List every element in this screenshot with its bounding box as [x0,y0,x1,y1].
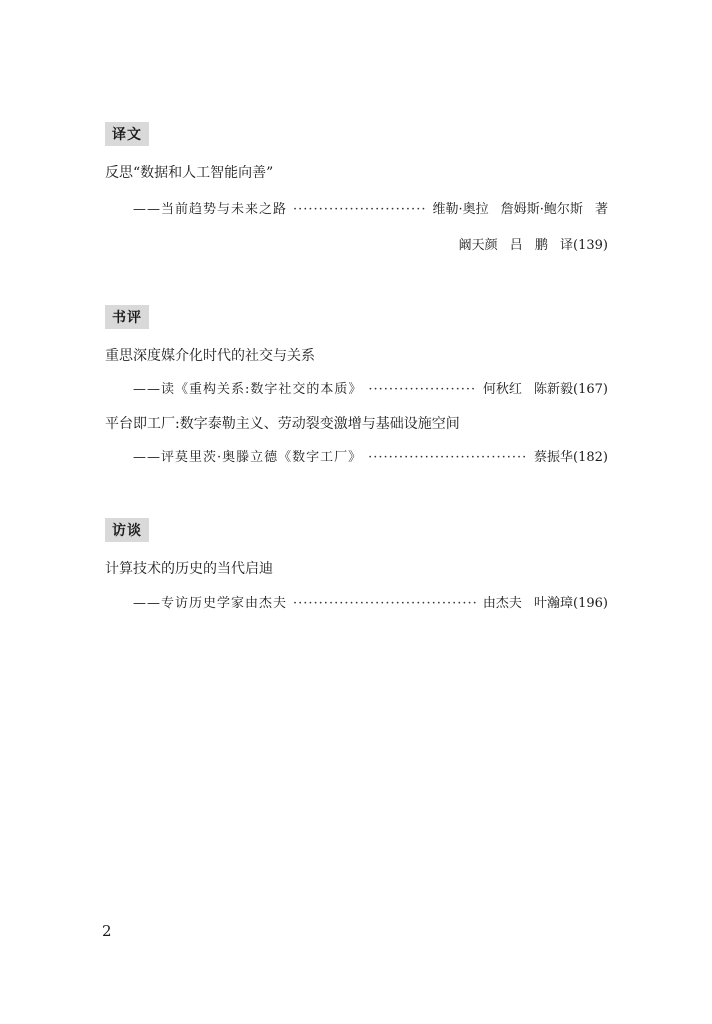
leader-dots [293,596,477,611]
leader-dots [293,202,426,217]
article-title[interactable]: 重思深度媒介化时代的社交与关系 [105,348,315,364]
leader-dots [368,450,528,465]
article-byline [133,592,608,610]
article-authors: 维勒·奥拉 詹姆斯·鲍尔斯 著 [432,202,608,217]
article-authors: 由杰夫 叶瀚璋(196) [482,596,608,611]
section-heading: 访谈 [105,518,149,542]
article-byline [133,198,608,216]
article-title[interactable]: 反思“数据和人工智能向善” [105,165,274,181]
article-authors: 何秋红 陈新毅(167) [482,382,608,397]
page-number: 2 [102,922,112,940]
article-translators: 阚天颜 吕 鹏 译(139) [458,238,608,253]
section-heading: 译文 [105,122,149,146]
article-subtitle: ——当前趋势与未来之路 [133,202,288,217]
section-translation [105,122,608,253]
article-subtitle: ——专访历史学家由杰夫 [133,596,288,611]
article-byline [133,378,608,396]
article-subtitle: ——读《重构关系:数字社交的本质》 [133,382,363,397]
article-authors: 蔡振华(182) [534,450,608,465]
leader-dots [368,382,477,397]
section-heading: 书评 [105,305,149,329]
article-subtitle: ——评莫里茨·奥滕立德《数字工厂》 [133,450,363,465]
article-title[interactable]: 计算技术的历史的当代启迪 [105,561,273,577]
section-book-review [105,305,608,465]
section-interview [105,518,608,611]
article-byline [133,446,608,464]
article-title[interactable]: 平台即工厂:数字泰勒主义、劳动裂变激增与基础设施空间 [105,416,460,432]
